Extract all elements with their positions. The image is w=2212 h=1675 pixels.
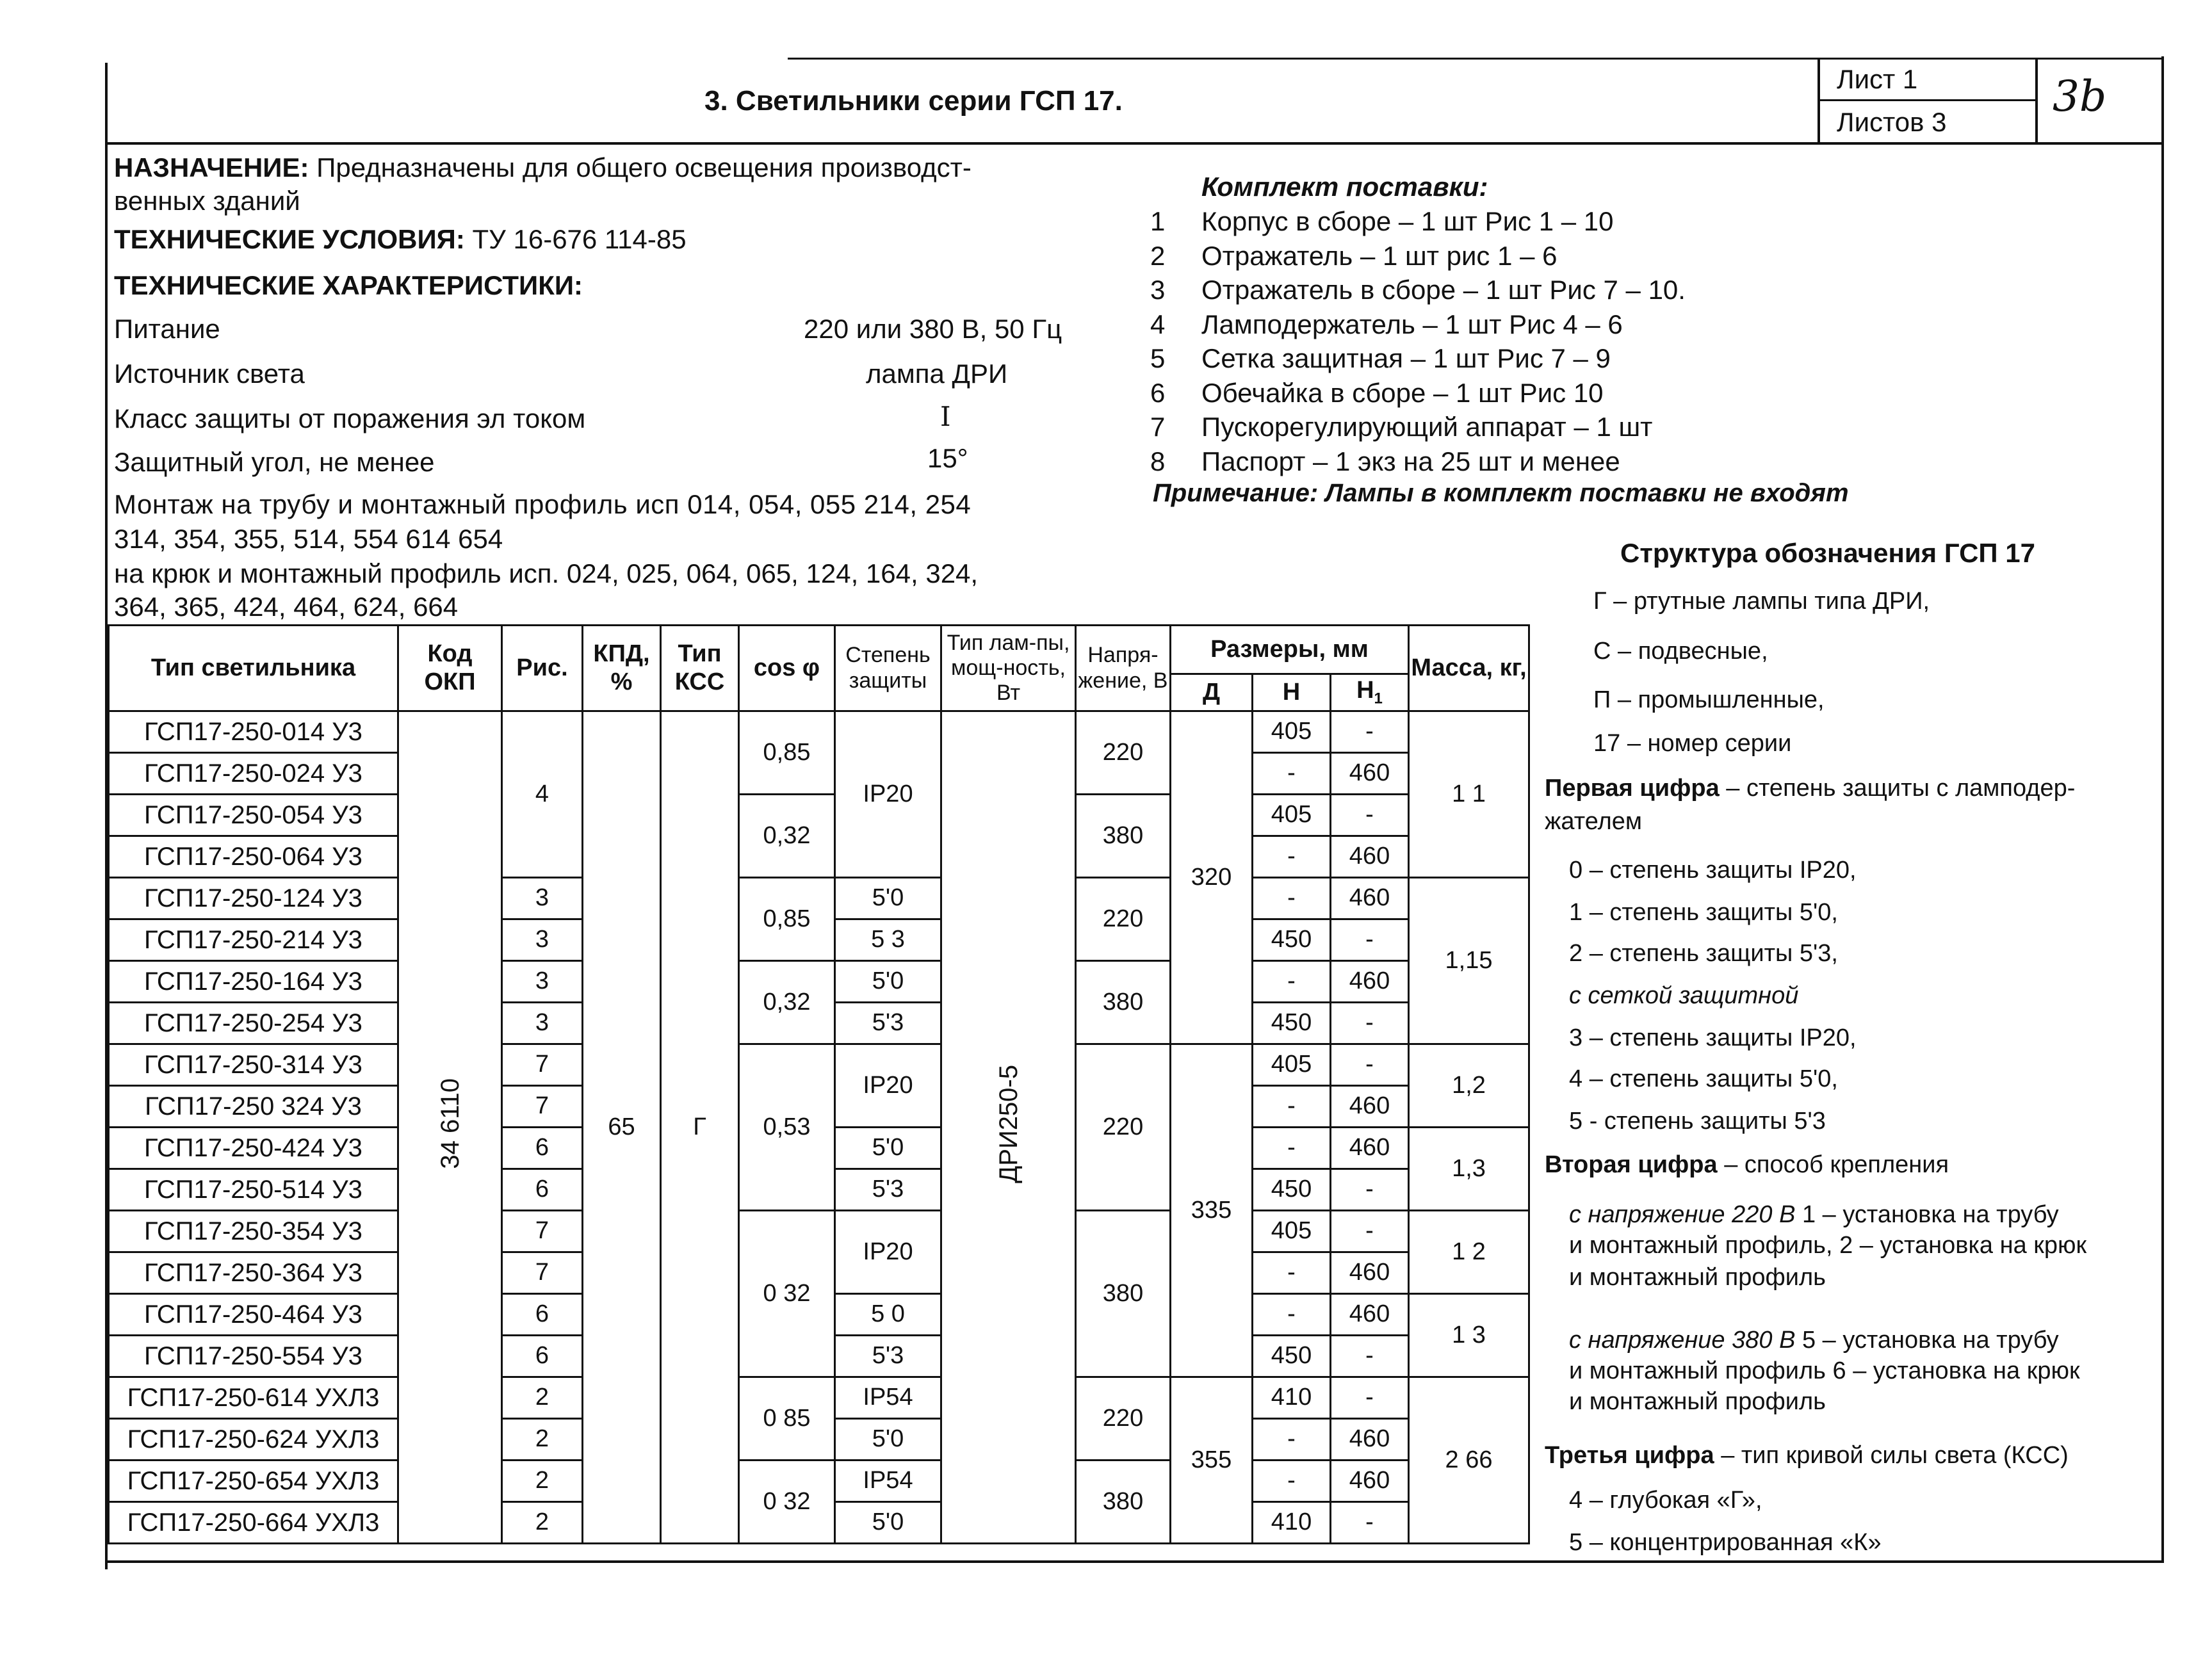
cell-ip: 5'0 xyxy=(835,1419,941,1461)
structure-line xyxy=(1545,808,1642,836)
cell-h1: - xyxy=(1331,919,1409,961)
cell-voltage: 380 xyxy=(1076,795,1171,878)
cell-fig: 2 xyxy=(502,1502,583,1544)
cell-type: ГСП17-250-254 У3 xyxy=(109,1003,398,1044)
cell-h1: 460 xyxy=(1331,1461,1409,1502)
cell-ip: 5'0 xyxy=(835,878,941,919)
structure-key: Третья цифра xyxy=(1545,1442,1714,1469)
kit-item-number: 1 xyxy=(1150,206,1166,236)
structure-text: 0 – степень защиты IP20, xyxy=(1569,857,1857,884)
structure-text: и монтажный профиль 6 – установка на крюк xyxy=(1569,1357,2080,1384)
cell-mass: 1,2 xyxy=(1409,1044,1529,1128)
cell-mass: 1,3 xyxy=(1409,1128,1529,1211)
cell-type: ГСП17-250-024 У3 xyxy=(109,753,398,795)
cell-fig: 7 xyxy=(502,1086,583,1128)
cell-fig: 3 xyxy=(502,878,583,919)
cell-fig: 2 xyxy=(502,1419,583,1461)
cell-h1: 460 xyxy=(1331,753,1409,795)
cell-fig: 7 xyxy=(502,1211,583,1252)
kit-heading: Комплект поставки: xyxy=(1201,172,1488,202)
cell-d: 320 xyxy=(1171,711,1253,1044)
luminaire-spec-table xyxy=(108,624,1530,1544)
cell-type: ГСП17-250-664 УХЛ3 xyxy=(109,1502,398,1544)
cell-cos: 0,85 xyxy=(739,878,835,961)
spec-label: Источник света xyxy=(114,359,305,389)
cell-fig: 3 xyxy=(502,919,583,961)
structure-line xyxy=(1569,1232,2086,1259)
col-header-voltage: Напря-жение, В xyxy=(1076,626,1171,711)
table-row xyxy=(109,795,1529,836)
kit-item-number: 8 xyxy=(1150,446,1166,476)
cell-h1: 460 xyxy=(1331,1294,1409,1336)
structure-line xyxy=(1569,1529,1882,1557)
cell-d: 335 xyxy=(1171,1044,1253,1377)
cell-cos: 0,53 xyxy=(739,1044,835,1211)
frame-top-line xyxy=(788,58,2164,60)
cell-cos: 0 32 xyxy=(739,1461,835,1544)
cell-h: - xyxy=(1253,878,1331,919)
col-header-h1 xyxy=(1331,674,1409,711)
cell-h: 410 xyxy=(1253,1502,1331,1544)
kit-item-text: Паспорт – 1 экз на 25 шт и менее xyxy=(1201,446,1620,476)
structure-text: и монтажный профиль xyxy=(1569,1264,1826,1291)
cell-ip: IP54 xyxy=(835,1461,941,1502)
cell-cos: 0,85 xyxy=(739,711,835,795)
cell-h1: - xyxy=(1331,1211,1409,1252)
structure-line xyxy=(1593,730,1791,757)
h1-subscript: 1 xyxy=(1374,690,1383,708)
structure-key: Первая цифра xyxy=(1545,775,1720,802)
cell-h1: - xyxy=(1331,711,1409,753)
kit-item-number: 4 xyxy=(1150,309,1166,339)
tu-key: ТЕХНИЧЕСКИЕ УСЛОВИЯ: xyxy=(114,224,465,254)
cell-fig: 7 xyxy=(502,1252,583,1294)
structure-line xyxy=(1593,588,1930,615)
cell-voltage: 220 xyxy=(1076,878,1171,961)
cell-ip: IP20 xyxy=(835,711,941,878)
chars-heading: ТЕХНИЧЕСКИЕ ХАРАКТЕРИСТИКИ: xyxy=(114,270,583,300)
cell-type: ГСП17-250-214 У3 xyxy=(109,919,398,961)
cell-fig: 6 xyxy=(502,1128,583,1169)
col-header-mass: Масса, кг, xyxy=(1409,626,1529,711)
cell-type: ГСП17-250 324 У3 xyxy=(109,1086,398,1128)
tu-line xyxy=(114,224,687,255)
spec-label: Защитный угол, не менее xyxy=(114,447,435,477)
cell-h: - xyxy=(1253,836,1331,878)
h1-letter: Н xyxy=(1356,677,1374,704)
cell-fig: 6 xyxy=(502,1336,583,1377)
cell-h1: 460 xyxy=(1331,878,1409,919)
cell-h: - xyxy=(1253,1252,1331,1294)
structure-text: 4 – степень защиты 5'0, xyxy=(1569,1065,1838,1092)
kit-item-text: Отражатель – 1 шт рис 1 – 6 xyxy=(1201,240,1557,271)
table-row xyxy=(109,1211,1529,1252)
structure-text: 3 – степень защиты IP20, xyxy=(1569,1024,1857,1051)
cell-type: ГСП17-250-064 У3 xyxy=(109,836,398,878)
structure-line xyxy=(1569,1264,1826,1291)
structure-text: 5 – установка на трубу xyxy=(1795,1327,2059,1354)
cell-type: ГСП17-250-124 У3 xyxy=(109,878,398,919)
cell-ip: 5'0 xyxy=(835,961,941,1003)
cell-okp xyxy=(398,711,502,1544)
structure-text: – степень защиты с ламподер- xyxy=(1719,775,2076,802)
cell-h: - xyxy=(1253,1461,1331,1502)
cell-type: ГСП17-250-164 У3 xyxy=(109,961,398,1003)
cell-mass: 1,15 xyxy=(1409,878,1529,1044)
kit-item-text: Пускорегулирующий аппарат – 1 шт xyxy=(1201,412,1653,442)
cell-h: 450 xyxy=(1253,1169,1331,1211)
cell-voltage: 380 xyxy=(1076,1461,1171,1544)
col-header-fig: Рис. xyxy=(502,626,583,711)
header-divider xyxy=(105,142,2164,145)
cell-type: ГСП17-250-014 У3 xyxy=(109,711,398,753)
col-header-okp: Код ОКП xyxy=(398,626,502,711)
cell-h: 405 xyxy=(1253,795,1331,836)
structure-line xyxy=(1545,1442,2069,1469)
structure-line xyxy=(1569,1108,1826,1135)
kit-item-text: Ламподержатель – 1 шт Рис 4 – 6 xyxy=(1201,309,1623,339)
cell-kss: Г xyxy=(661,711,739,1544)
kit-item-number: 3 xyxy=(1150,275,1166,305)
structure-text: 5 - степень защиты 5'3 xyxy=(1569,1108,1826,1135)
structure-line xyxy=(1569,982,1798,1010)
cell-ip: 5'3 xyxy=(835,1003,941,1044)
cell-h1: - xyxy=(1331,1169,1409,1211)
cell-voltage: 220 xyxy=(1076,1377,1171,1461)
purpose-text: Предназначены для общего освещения производст- xyxy=(316,152,972,182)
cell-fig: 2 xyxy=(502,1377,583,1419)
kit-item-number: 6 xyxy=(1150,377,1166,408)
cell-kpd: 65 xyxy=(583,711,661,1544)
kit-item-text: Обечайка в сборе – 1 шт Рис 10 xyxy=(1201,377,1604,408)
structure-line xyxy=(1569,1487,1762,1514)
cell-h1: - xyxy=(1331,1377,1409,1419)
structure-line xyxy=(1569,940,1838,967)
structure-text: жателем xyxy=(1545,808,1642,835)
cell-ip: 5'3 xyxy=(835,1169,941,1211)
cell-h1: 460 xyxy=(1331,836,1409,878)
mount-line: 314, 354, 355, 514, 554 614 654 xyxy=(114,524,503,554)
kit-item-text: Корпус в сборе – 1 шт Рис 1 – 10 xyxy=(1201,206,1614,236)
cell-type: ГСП17-250-364 У3 xyxy=(109,1252,398,1294)
cell-h: 405 xyxy=(1253,1211,1331,1252)
cell-type: ГСП17-250-314 У3 xyxy=(109,1044,398,1086)
col-header-dims: Размеры, мм xyxy=(1171,626,1409,674)
purpose-key: НАЗНАЧЕНИЕ: xyxy=(114,152,309,182)
purpose-line-1 xyxy=(114,152,972,183)
table-row xyxy=(109,878,1529,919)
kit-item-number: 2 xyxy=(1150,240,1166,271)
table-row xyxy=(109,961,1529,1003)
cell-lamp xyxy=(941,711,1076,1544)
cell-h: - xyxy=(1253,1086,1331,1128)
structure-heading: Структура обозначения ГСП 17 xyxy=(1620,538,2036,568)
structure-text: и монтажный профиль xyxy=(1569,1388,1826,1415)
cell-fig: 2 xyxy=(502,1461,583,1502)
cell-h: 450 xyxy=(1253,1003,1331,1044)
cell-h1: 460 xyxy=(1331,961,1409,1003)
cell-h1: 460 xyxy=(1331,1086,1409,1128)
col-header-kpd: КПД, % xyxy=(583,626,661,711)
cell-h: - xyxy=(1253,1419,1331,1461)
cell-type: ГСП17-250-354 У3 xyxy=(109,1211,398,1252)
cell-h: - xyxy=(1253,753,1331,795)
kit-item-text: Отражатель в сборе – 1 шт Рис 7 – 10. xyxy=(1201,275,1686,305)
cell-type: ГСП17-250-624 УХЛ3 xyxy=(109,1419,398,1461)
cell-ip: 5'3 xyxy=(835,1336,941,1377)
table-row xyxy=(109,1044,1529,1086)
col-header-cos: cos φ xyxy=(739,626,835,711)
table-body xyxy=(109,711,1529,1544)
cell-ip: 5'0 xyxy=(835,1128,941,1169)
structure-line xyxy=(1569,1357,2080,1385)
frame-bottom-border xyxy=(105,1560,2164,1563)
structure-line xyxy=(1569,1065,1838,1093)
structure-line xyxy=(1545,775,2075,802)
cell-voltage: 380 xyxy=(1076,961,1171,1044)
cell-ip: IP20 xyxy=(835,1211,941,1294)
cell-type: ГСП17-250-614 УХЛ3 xyxy=(109,1377,398,1419)
structure-text: 1 – установка на трубу xyxy=(1795,1201,2059,1228)
cell-voltage: 220 xyxy=(1076,1044,1171,1211)
structure-line xyxy=(1569,1024,1857,1052)
structure-line xyxy=(1545,1151,1949,1179)
sheet-box-mid xyxy=(1818,99,2037,101)
cell-h: 450 xyxy=(1253,1336,1331,1377)
mount-line: на крюк и монтажный профиль исп. 024, 025, 064, 065, 124, 164, 324, xyxy=(114,558,979,588)
mount-line: 364, 365, 424, 464, 624, 664 xyxy=(114,592,459,622)
lamp-type: ДРИ250-5 xyxy=(994,1064,1023,1183)
cell-h: 450 xyxy=(1253,919,1331,961)
frame-right-border xyxy=(2161,56,2164,1562)
table-row xyxy=(109,1461,1529,1502)
cell-fig: 6 xyxy=(502,1294,583,1336)
cell-h: 405 xyxy=(1253,711,1331,753)
cell-voltage: 220 xyxy=(1076,711,1171,795)
cell-voltage: 380 xyxy=(1076,1211,1171,1377)
spec-label: Питание xyxy=(114,314,220,344)
cell-h1: 460 xyxy=(1331,1128,1409,1169)
structure-line xyxy=(1569,1388,1826,1416)
cell-mass: 1 2 xyxy=(1409,1211,1529,1294)
structure-line xyxy=(1593,638,1768,665)
cell-mass: 1 3 xyxy=(1409,1294,1529,1377)
cell-cos: 0,32 xyxy=(739,795,835,878)
page-title: 3. Светильники серии ГСП 17. xyxy=(704,85,1123,117)
cell-ip: 5 3 xyxy=(835,919,941,961)
spec-label: Класс защиты от поражения эл током xyxy=(114,403,586,433)
spec-value: I xyxy=(940,401,951,432)
structure-line xyxy=(1569,857,1857,884)
structure-text: – тип кривой силы света (КСС) xyxy=(1714,1442,2069,1469)
cell-ip: IP20 xyxy=(835,1044,941,1128)
col-header-ip: Степень защиты xyxy=(835,626,941,711)
sheet-number: Лист 1 xyxy=(1837,64,1918,94)
cell-h: - xyxy=(1253,961,1331,1003)
structure-text: 1 – степень защиты 5'0, xyxy=(1569,899,1838,926)
kit-item-number: 5 xyxy=(1150,343,1166,373)
structure-text: и монтажный профиль, 2 – установка на крюк xyxy=(1569,1232,2087,1259)
table-row xyxy=(109,1377,1529,1419)
tu-value: ТУ 16-676 114-85 xyxy=(472,224,687,254)
cell-h1: - xyxy=(1331,1336,1409,1377)
col-header-lamp: Тип лам-пы, мощ-ность, Вт xyxy=(941,626,1076,711)
cell-ip: 5 0 xyxy=(835,1294,941,1336)
cell-h1: - xyxy=(1331,795,1409,836)
structure-line xyxy=(1593,686,1825,714)
purpose-line-2: венных зданий xyxy=(114,186,300,216)
cell-type: ГСП17-250-424 У3 xyxy=(109,1128,398,1169)
cell-fig: 6 xyxy=(502,1169,583,1211)
structure-key: с напряжение 380 В xyxy=(1569,1327,1796,1354)
structure-key: с напряжение 220 В xyxy=(1569,1201,1796,1228)
cell-fig: 4 xyxy=(502,711,583,878)
cell-fig: 3 xyxy=(502,1003,583,1044)
cell-h1: - xyxy=(1331,1044,1409,1086)
structure-text: 17 – номер серии xyxy=(1593,730,1792,757)
structure-text: с сеткой защитной xyxy=(1569,982,1799,1009)
structure-text: С – подвесные, xyxy=(1593,638,1768,665)
structure-text: 5 – концентрированная «К» xyxy=(1569,1529,1882,1556)
cell-type: ГСП17-250-054 У3 xyxy=(109,795,398,836)
cell-cos: 0,32 xyxy=(739,961,835,1044)
cell-mass: 1 1 xyxy=(1409,711,1529,878)
cell-h1: 460 xyxy=(1331,1419,1409,1461)
table-row xyxy=(109,711,1529,753)
spec-value: 15° xyxy=(927,443,968,473)
cell-fig: 7 xyxy=(502,1044,583,1086)
kit-note: Примечание: Лампы в комплект поставки не входят xyxy=(1153,479,1849,507)
structure-text: 4 – глубокая «Г», xyxy=(1569,1487,1762,1514)
structure-line xyxy=(1569,1201,2059,1229)
cell-h1: - xyxy=(1331,1502,1409,1544)
handwritten-sheet-mark: 3b xyxy=(2053,72,2107,121)
spec-value: лампа ДРИ xyxy=(866,359,1008,389)
sheet-count: Листов 3 xyxy=(1837,107,1947,137)
cell-type: ГСП17-250-654 УХЛ3 xyxy=(109,1461,398,1502)
cell-cos: 0 85 xyxy=(739,1377,835,1461)
cell-cos: 0 32 xyxy=(739,1211,835,1377)
col-header-type: Тип светильника xyxy=(109,626,398,711)
cell-h1: - xyxy=(1331,1003,1409,1044)
structure-text: Г – ртутные лампы типа ДРИ, xyxy=(1593,588,1930,615)
structure-key: Вторая цифра xyxy=(1545,1151,1718,1178)
cell-ip: 5'0 xyxy=(835,1502,941,1544)
cell-d: 355 xyxy=(1171,1377,1253,1544)
col-header-d: Д xyxy=(1171,674,1253,711)
col-header-kss: Тип КСС xyxy=(661,626,739,711)
kit-item-text: Сетка защитная – 1 шт Рис 7 – 9 xyxy=(1201,343,1611,373)
mount-line: Монтаж на трубу и монтажный профиль исп 014, 054, 055 214, 254 xyxy=(114,489,972,519)
cell-h: - xyxy=(1253,1294,1331,1336)
cell-type: ГСП17-250-464 У3 xyxy=(109,1294,398,1336)
okp-code: 34 6110 xyxy=(435,1078,464,1169)
cell-ip: IP54 xyxy=(835,1377,941,1419)
cell-h: 410 xyxy=(1253,1377,1331,1419)
cell-type: ГСП17-250-514 У3 xyxy=(109,1169,398,1211)
cell-fig: 3 xyxy=(502,961,583,1003)
col-header-h: Н xyxy=(1253,674,1331,711)
cell-type: ГСП17-250-554 У3 xyxy=(109,1336,398,1377)
structure-text: – способ крепления xyxy=(1717,1151,1949,1178)
structure-text: 2 – степень защиты 5'3, xyxy=(1569,940,1838,967)
cell-mass: 2 66 xyxy=(1409,1377,1529,1544)
structure-text: П – промышленные, xyxy=(1593,686,1825,713)
cell-h1: 460 xyxy=(1331,1252,1409,1294)
kit-item-number: 7 xyxy=(1150,412,1166,442)
structure-line xyxy=(1569,1327,2059,1354)
cell-h: 405 xyxy=(1253,1044,1331,1086)
structure-line xyxy=(1569,899,1838,927)
spec-value: 220 или 380 В, 50 Гц xyxy=(804,314,1062,344)
cell-h: - xyxy=(1253,1128,1331,1169)
